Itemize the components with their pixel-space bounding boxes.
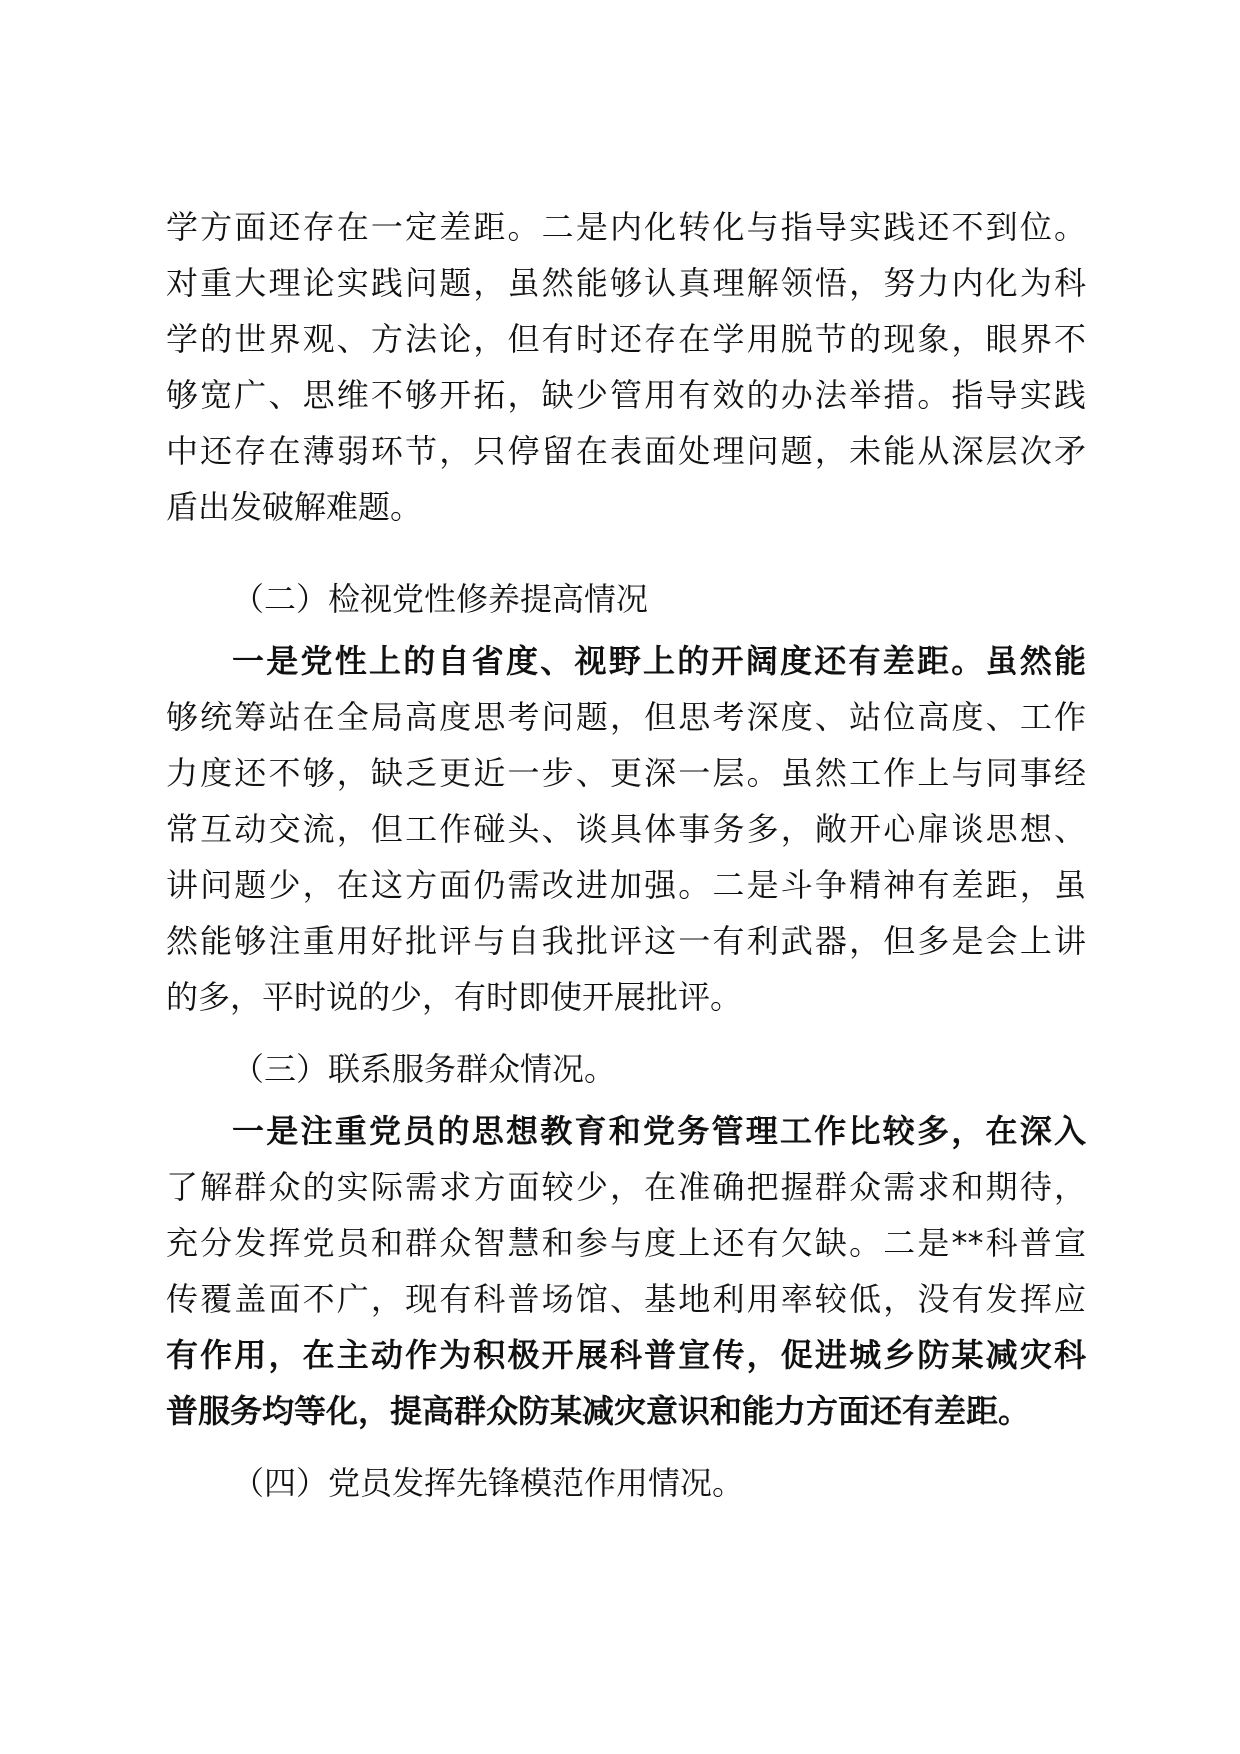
- paragraph-line: 了解群众的实际需求方面较少，在准确把握群众需求和期待，: [166, 1168, 1086, 1206]
- paragraph-line: 学的世界观、方法论，但有时还存在学用脱节的现象，眼界不: [166, 320, 1086, 358]
- paragraph-line: 有作用，在主动作为积极开展科普宣传，促进城乡防某减灾科: [166, 1336, 1086, 1374]
- paragraph-line: 盾出发破解难题。: [166, 488, 423, 526]
- paragraph-line: 然能够注重用好批评与自我批评这一有利武器，但多是会上讲: [166, 922, 1086, 960]
- section-heading: （三）联系服务群众情况。: [232, 1050, 617, 1088]
- paragraph-line: 普服务均等化，提高群众防某减灾意识和能力方面还有差距。: [166, 1392, 1031, 1430]
- paragraph-line: 一是注重党员的思想教育和党务管理工作比较多，在深入: [232, 1112, 1086, 1150]
- paragraph-line: 学方面还存在一定差距。二是内化转化与指导实践还不到位。: [166, 208, 1086, 246]
- section-heading: （四）党员发挥先锋模范作用情况。: [232, 1464, 745, 1502]
- paragraph-line: 充分发挥党员和群众智慧和参与度上还有欠缺。二是**科普宣: [166, 1224, 1086, 1262]
- paragraph-line: 讲问题少，在这方面仍需改进加强。二是斗争精神有差距，虽: [166, 866, 1086, 904]
- paragraph-line: 常互动交流，但工作碰头、谈具体事务多，敞开心扉谈思想、: [166, 810, 1086, 848]
- paragraph-line: 的多，平时说的少，有时即使开展批评。: [166, 978, 743, 1016]
- section-heading: （二）检视党性修养提高情况: [232, 580, 649, 618]
- paragraph-line: 传覆盖面不广，现有科普场馆、基地利用率较低，没有发挥应: [166, 1280, 1086, 1318]
- paragraph-line: 中还存在薄弱环节，只停留在表面处理问题，未能从深层次矛: [166, 432, 1086, 470]
- paragraph-line: 够宽广、思维不够开拓，缺少管用有效的办法举措。指导实践: [166, 376, 1086, 414]
- paragraph-line: 一是党性上的自省度、视野上的开阔度还有差距。虽然能: [232, 642, 1086, 680]
- paragraph-line: 对重大理论实践问题，虽然能够认真理解领悟，努力内化为科: [166, 264, 1086, 302]
- paragraph-line: 够统筹站在全局高度思考问题，但思考深度、站位高度、工作: [166, 698, 1086, 736]
- paragraph-line: 力度还不够，缺乏更近一步、更深一层。虽然工作上与同事经: [166, 754, 1086, 792]
